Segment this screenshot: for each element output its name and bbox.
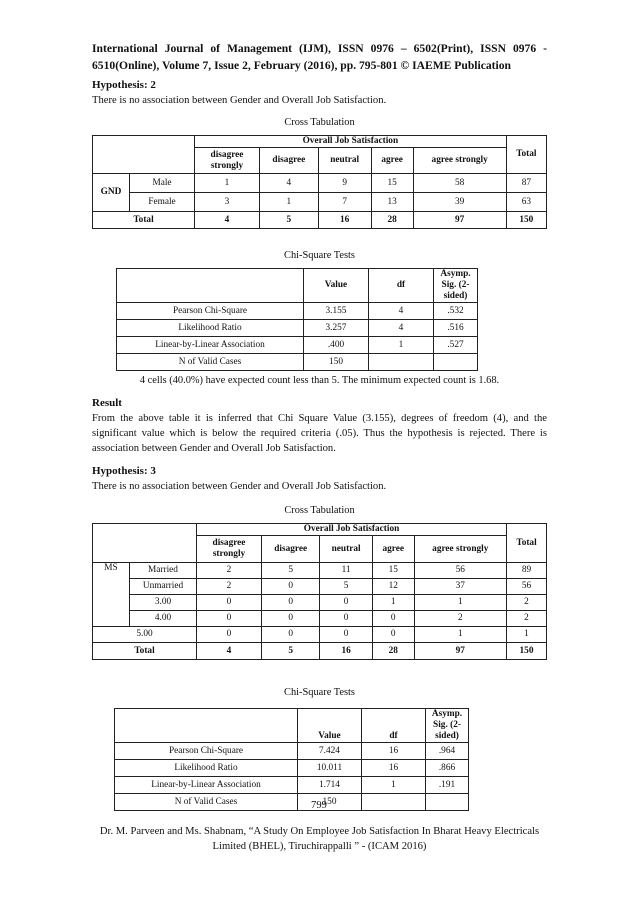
cell: .866 [426,760,469,777]
col-header: neutral [320,536,373,563]
cell: 4 [197,643,262,660]
row-label: Pearson Chi-Square [115,743,298,760]
table-row [115,777,469,794]
cell: .532 [434,303,478,320]
value-header: Value [304,269,369,303]
hypothesis-3-title: Hypothesis: 3 [92,465,156,477]
cell: 28 [372,643,414,660]
cell: 0 [372,627,414,643]
sig-header: Asymp. Sig. (2-sided) [434,269,478,303]
row-label: N of Valid Cases [115,794,298,811]
cell: 58 [413,174,506,193]
table-row [115,760,469,777]
row-total: 2 [507,595,547,611]
cell: 7.424 [298,743,362,760]
cell: 10.011 [298,760,362,777]
result-text: From the above table it is inferred that Chi Square Value (3.155), degrees of freedom (4), and the significant value which is below the required criteria (.05). Thus the hypothesis is rejected. There is association between Gender and Overall Job Satisfaction. [92,413,547,454]
cell: 3.155 [304,303,369,320]
cross-tab-1 [92,135,547,229]
row-total: 63 [506,193,546,212]
value-header: Value [298,709,362,743]
cell: 150 [304,354,369,371]
cell: 0 [197,627,262,643]
cell: 37 [414,579,506,595]
df-header: df [369,269,434,303]
row-label: Female [130,193,195,212]
total-row [93,643,547,660]
table-row [93,563,547,579]
row-label: Male [130,174,195,193]
corner-cell [117,269,304,303]
cell: 2 [414,611,506,627]
row-variable: MS [93,563,130,627]
cell: .516 [434,320,478,337]
col-header: agree [372,536,414,563]
total-header: Total [507,524,547,563]
row-total: 150 [507,643,547,660]
cell: 97 [414,643,506,660]
row-total: 1 [507,627,547,643]
cell: 3.257 [304,320,369,337]
cell: 1 [195,174,260,193]
row-label: Total [93,643,197,660]
row-label: Pearson Chi-Square [117,303,304,320]
row-label: Total [93,212,195,229]
cell: 5 [262,643,320,660]
corner-cell [93,136,195,174]
cross-tab-1-caption: Cross Tabulation [284,117,355,128]
journal-header: International Journal of Management (IJM), ISSN 0976 – 6502(Print), ISSN 0976 - 6510(Online), Volume 7, Issue 2, February (2016), pp. 795-801 © IAEME Publication [92,42,547,72]
col-header: disagree strongly [197,536,262,563]
cell: 0 [197,611,262,627]
hypothesis-2-text: There is no association between Gender and Overall Job Satisfaction. [92,95,387,106]
row-variable: GND [93,174,130,212]
row-total: 56 [507,579,547,595]
corner-cell [115,709,298,743]
table-row [93,595,547,611]
cell: 0 [320,595,373,611]
cell: 1 [372,595,414,611]
table-row [93,174,547,193]
table-row [117,354,478,371]
cell: 7 [318,193,371,212]
row-label: Married [130,563,197,579]
result-title: Result [92,397,122,409]
cell: 16 [362,743,426,760]
cross-tab-2 [92,523,547,660]
cell: 0 [320,627,373,643]
row-total: 2 [507,611,547,627]
group-header: Overall Job Satisfaction [195,136,507,148]
total-header: Total [506,136,546,174]
cell: 39 [413,193,506,212]
table-row [93,579,547,595]
row-total: 89 [507,563,547,579]
cell: 28 [371,212,413,229]
cell: .400 [304,337,369,354]
row-label: N of Valid Cases [117,354,304,371]
row-label: Unmarried [130,579,197,595]
col-header: agree [371,148,413,174]
cross-tab-2-caption: Cross Tabulation [284,505,355,516]
cell: 3 [195,193,260,212]
cell: 4 [369,303,434,320]
cell: 5 [260,212,319,229]
cell: 0 [372,611,414,627]
df-header: df [362,709,426,743]
cell: 13 [371,193,413,212]
cell: 1 [260,193,319,212]
cell: 1 [369,337,434,354]
chi-square-2-caption: Chi-Square Tests [284,687,355,698]
cell: 0 [262,627,320,643]
chi-square-1-note: 4 cells (40.0%) have expected count less than 5. The minimum expected count is 1.68. [139,375,500,386]
row-label: Likelihood Ratio [115,760,298,777]
col-header: agree strongly [414,536,506,563]
cell [369,354,434,371]
cell: 11 [320,563,373,579]
row-total: 87 [506,174,546,193]
row-label: 5.00 [93,627,197,643]
table-row [93,611,547,627]
cell: 0 [262,611,320,627]
cell: 0 [262,579,320,595]
hypothesis-3-text: There is no association between Gender and Overall Job Satisfaction. [92,481,387,492]
corner-cell [93,524,197,563]
row-total: 150 [506,212,546,229]
cell: 16 [320,643,373,660]
cell: 16 [318,212,371,229]
table-row [117,320,478,337]
cell: 0 [262,595,320,611]
cell: 4 [195,212,260,229]
cell: 5 [320,579,373,595]
cell: 12 [372,579,414,595]
col-header: disagree [262,536,320,563]
total-row [93,212,547,229]
cell: 9 [318,174,371,193]
chi-square-table-1 [116,268,478,371]
citation-footer: Dr. M. Parveen and Ms. Shabnam, “A Study On Employee Job Satisfaction In Bharat Heavy Electricals Limited (BHEL), Tiruchirappalli ” - (ICAM 2016) [99,826,540,852]
col-header: disagree strongly [195,148,260,174]
cell: 4 [369,320,434,337]
row-label: Linear-by-Linear Association [115,777,298,794]
cell: 0 [320,611,373,627]
col-header: neutral [318,148,371,174]
cell: 15 [372,563,414,579]
table-row [93,627,547,643]
cell: 1 [414,627,506,643]
chi-square-table-2 [114,708,469,811]
cell: 97 [413,212,506,229]
sig-header: Asymp. Sig. (2-sided) [426,709,469,743]
cell: .527 [434,337,478,354]
cell: 1.714 [298,777,362,794]
cell: 150 [298,794,362,811]
cell: 15 [371,174,413,193]
chi-square-1-caption: Chi-Square Tests [284,250,355,261]
col-header: agree strongly [413,148,506,174]
cell: .191 [426,777,469,794]
table-row [117,303,478,320]
cell: 1 [414,595,506,611]
cell: 0 [197,595,262,611]
cell: 5 [262,563,320,579]
hypothesis-2-title: Hypothesis: 2 [92,79,156,91]
row-label: Linear-by-Linear Association [117,337,304,354]
page-number: 799 [311,800,327,811]
cell: 2 [197,563,262,579]
cell: 16 [362,760,426,777]
col-header: disagree [260,148,319,174]
row-label: 3.00 [130,595,197,611]
cell: 56 [414,563,506,579]
table-row [117,337,478,354]
page-body [92,40,547,811]
table-row [115,743,469,760]
cell: 1 [362,777,426,794]
cell: 4 [260,174,319,193]
cell: .964 [426,743,469,760]
cell [434,354,478,371]
row-label: Likelihood Ratio [117,320,304,337]
table-row [93,193,547,212]
row-label: 4.00 [130,611,197,627]
cell: 2 [197,579,262,595]
group-header: Overall Job Satisfaction [197,524,507,536]
